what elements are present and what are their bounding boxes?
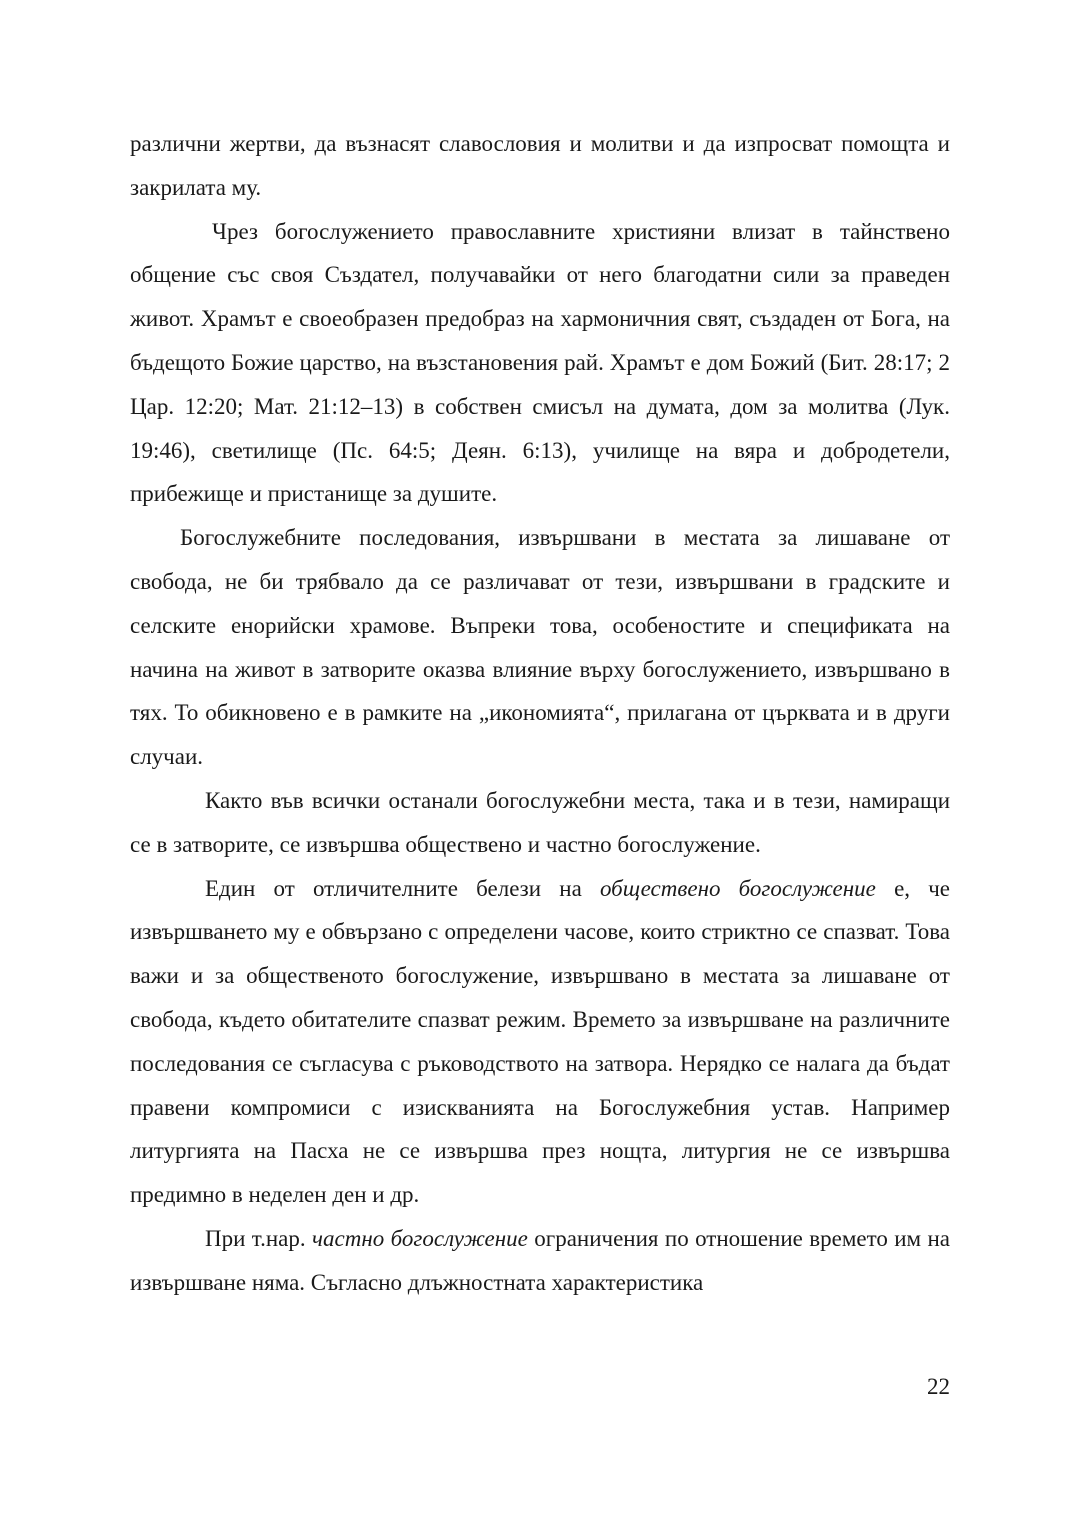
paragraph-private-worship-rest: ограничения по отношение времето им на извършване няма. Съгласно длъжностната характеристика xyxy=(130,1225,950,1295)
paragraph-public-worship-lead: Един от отличителните белези на xyxy=(205,875,600,901)
page-number: 22 xyxy=(927,1374,950,1399)
paragraph-public-worship xyxy=(130,867,950,1217)
paragraph-private-worship xyxy=(130,1217,950,1305)
paragraph-continuation: различни жертви, да възнасят славословия и молитви и да изпросват помощта и закрилата му. xyxy=(130,131,950,200)
paragraph-prison-services: Богослужебните последования, извършвани в местата за лишаване от свобода, не би трябвало да се различават от тези, извършвани в градските и селските енорийски храмове. Въпреки това, особеностите и спецификата на начина на живот в затворите оказва влияние върху богослужението, извършвано в тях. То обикновено е в рамките на „икономията“, прилагана от църквата и в други случаи. xyxy=(130,525,950,770)
term-private-worship: частно богослужение xyxy=(312,1225,528,1251)
paragraph-public-private: Както във всички останали богослужебни места, така и в тези, намиращи се в затворите, се извършва обществено и частно богослужение. xyxy=(130,787,950,857)
term-public-worship: обществено богослужение xyxy=(599,875,876,901)
paragraph-private-worship-lead: При т.нар. xyxy=(205,1225,313,1251)
paragraph-worship-communion: Чрез богослужението православните християни влизат в тайнствено общение със своя Създател, получавайки от него благодатни сили за праведен живот. Храмът е своеобразен предобраз на хармоничния свят, създаден от Бога, на бъдещото Божие царство, на възстановения рай. Храмът е дом Божий (Бит. 28:17; 2 Цар. 12:20; Мат. 21:12–13) в собствен смисъл на думата, дом за молитва (Лук. 19:46), светилище (Пс. 64:5; Деян. 6:13), училище на вяра и добродетели, прибежище и пристанище за душите. xyxy=(130,218,950,507)
body-text xyxy=(130,122,950,1305)
paragraph-public-worship-rest: е, че извършването му е обвързано с определени часове, които стриктно се спазват. Това важи и за общественото богослужение, извършвано в местата за лишаване от свобода, където обитателите спазват режим. Времето за извършване на различните последования се съгласува с ръководството на затвора. Нерядко се налага да бъдат правени компромиси с изискванията на Богослужебния устав. Например литургията на Пасха не се извършва през нощта, литургия не се извършва предимно в неделен ден и др. xyxy=(130,875,950,1208)
